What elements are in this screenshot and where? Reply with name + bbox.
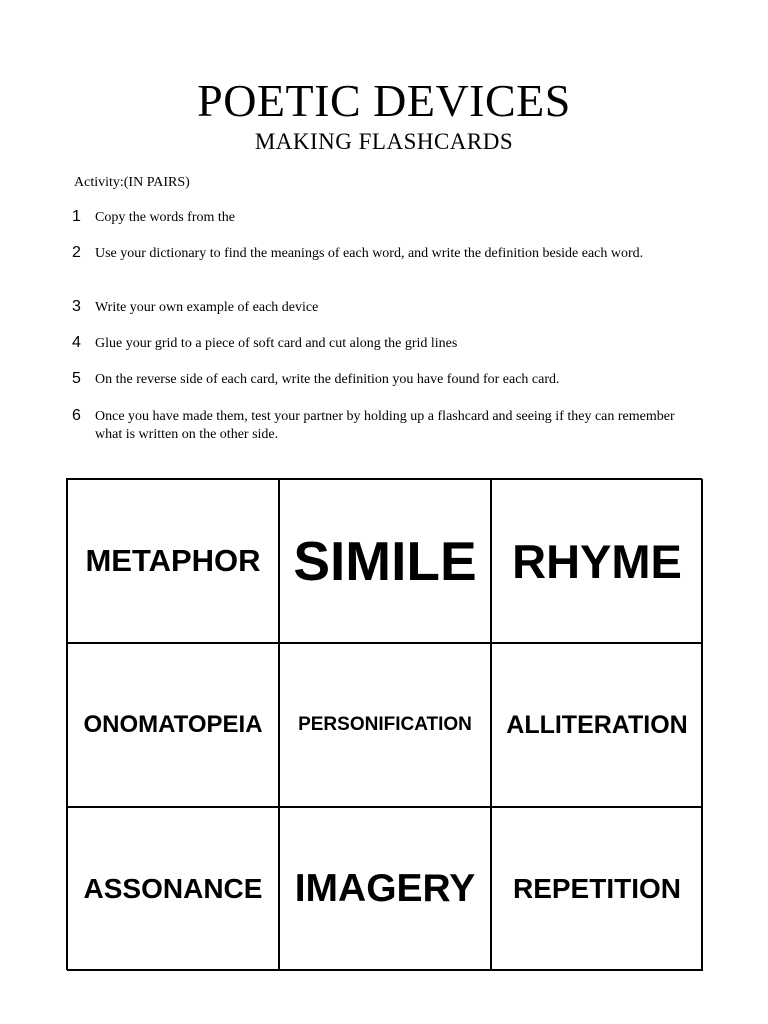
flashcard-grid	[66, 478, 702, 970]
flashcard-metaphor: METAPHOR	[67, 479, 279, 643]
flashcard-alliteration: ALLITERATION	[491, 643, 703, 807]
flashcard-personification: PERSONIFICATION	[279, 643, 491, 807]
step-item	[72, 335, 692, 353]
activity-label: Activity:(IN PAIRS)	[74, 175, 190, 190]
step-text: Once you have made them, test your partner by holding up a flashcard and seeing if they can remember what is written on the other side.	[95, 409, 675, 442]
step-number: 6	[72, 407, 81, 424]
step-number: 2	[72, 244, 81, 261]
page-title: POETIC DEVICES	[197, 75, 571, 126]
step-text: On the reverse side of each card, write the definition you have found for each card.	[95, 372, 560, 387]
step-number: 4	[72, 334, 81, 351]
flashcard-repetition: REPETITION	[491, 807, 703, 971]
step-item	[72, 209, 692, 227]
page-subtitle: MAKING FLASHCARDS	[254, 129, 514, 154]
step-text: Copy the words from the	[95, 210, 235, 225]
step-item	[72, 245, 692, 263]
step-text: Write your own example of each device	[95, 300, 319, 315]
flashcard-onomatopeia: ONOMATOPEIA	[67, 643, 279, 807]
step-item	[72, 408, 692, 444]
flashcard-assonance: ASSONANCE	[67, 807, 279, 971]
flashcard-imagery: IMAGERY	[279, 807, 491, 971]
step-number: 5	[72, 370, 81, 387]
flashcard-simile: SIMILE	[279, 479, 491, 643]
step-number: 1	[72, 208, 81, 225]
step-text: Use your dictionary to find the meanings of each word, and write the definition beside each word.	[95, 246, 644, 261]
flashcard-rhyme: RHYME	[491, 479, 703, 643]
step-text: Glue your grid to a piece of soft card and cut along the grid lines	[95, 336, 458, 351]
step-item	[72, 371, 692, 389]
step-item	[72, 299, 692, 317]
step-number: 3	[72, 298, 81, 315]
